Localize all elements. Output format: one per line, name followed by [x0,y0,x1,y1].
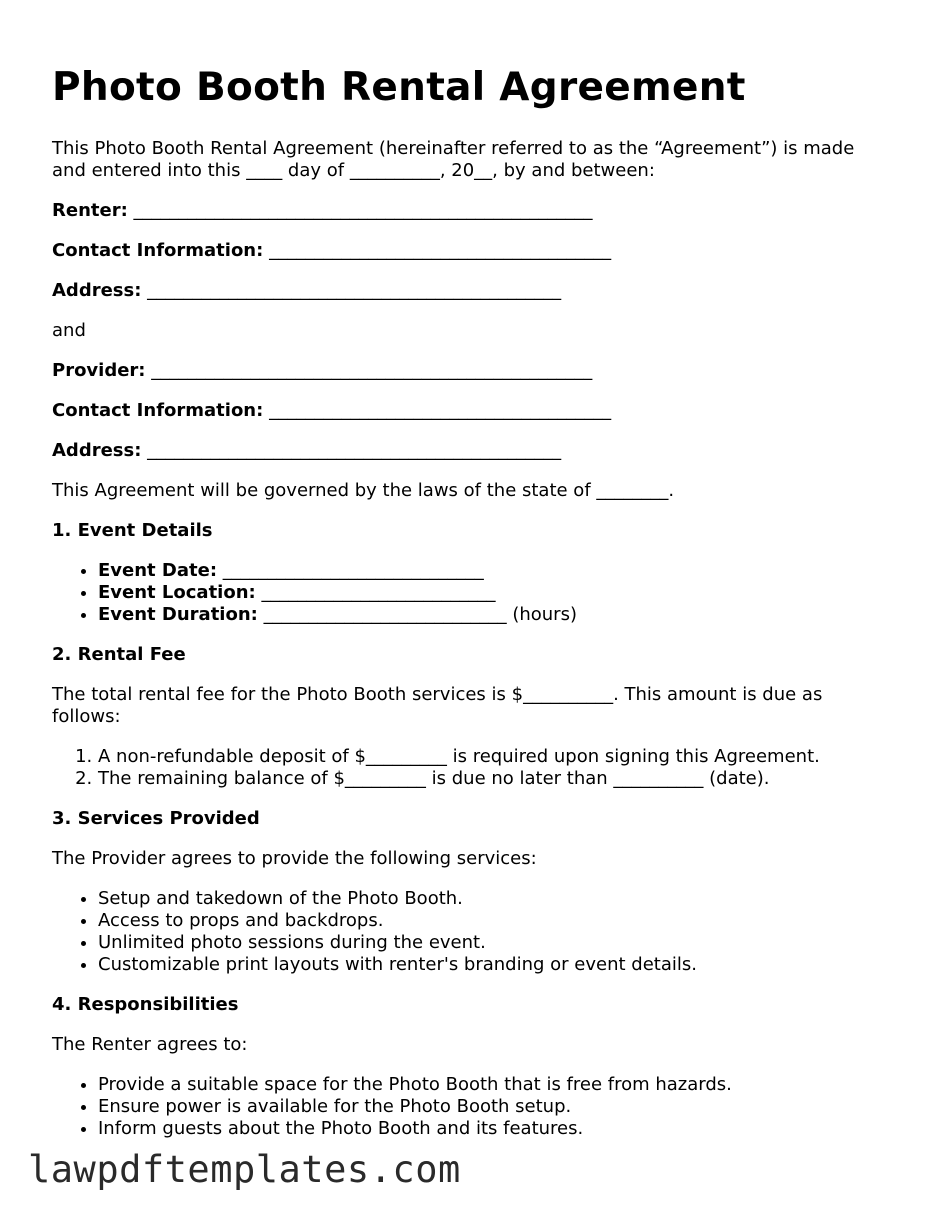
services-paragraph: The Provider agrees to provide the following services: [52,848,537,869]
list-item: • Unlimited photo sessions during the event. [98,932,892,954]
renter-contact-blank: ______________________________________ [269,240,612,261]
list-item: 2. The remaining balance of $_________ is due no later than __________ (date). [98,768,892,790]
section-heading-event-details: 1. Event Details [52,520,213,541]
list-item [98,560,892,582]
document-page [52,64,892,1158]
responsibilities-paragraph: The Renter agrees to: [52,1034,248,1055]
intro-paragraph: This Photo Booth Rental Agreement (hereinafter referred to as the “Agreement”) is made and entered into this ____ day of __________, 20__, by and between: [52,138,855,181]
event-date-blank: _____________________________ [222,560,484,581]
section-heading-rental-fee: 2. Rental Fee [52,644,186,665]
provider-address-blank: ______________________________________________ [147,440,562,461]
renter-address-label: Address: [52,280,142,301]
provider-contact-blank: ______________________________________ [269,400,612,421]
event-location-label: Event Location: [98,582,256,603]
renter-name-field [52,200,892,222]
list-item [98,604,892,626]
renter-contact-label: Contact Information: [52,240,264,261]
renter-contact-field [52,240,892,262]
page-title: Photo Booth Rental Agreement [52,65,746,110]
provider-name-field [52,360,892,382]
renter-name-label: Renter: [52,200,128,221]
event-details-list [52,560,892,626]
renter-address-field [52,280,892,302]
list-item: 1. A non-refundable deposit of $_________ is required upon signing this Agreement. [98,746,892,768]
list-item: • Setup and takedown of the Photo Booth. [98,888,892,910]
list-item: • Customizable print layouts with renter's branding or event details. [98,954,892,976]
renter-name-blank: ___________________________________________________ [133,200,593,221]
provider-contact-field [52,400,892,422]
provider-name-label: Provider: [52,360,146,381]
responsibilities-list [52,1074,892,1140]
event-location-blank: __________________________ [261,582,496,603]
section-heading-services: 3. Services Provided [52,808,260,829]
rental-fee-list [52,746,892,790]
provider-address-field [52,440,892,462]
list-item: • Provide a suitable space for the Photo Booth that is free from hazards. [98,1074,892,1096]
list-item: • Ensure power is available for the Photo Booth setup. [98,1096,892,1118]
event-date-label: Event Date: [98,560,218,581]
renter-address-blank: ______________________________________________ [147,280,562,301]
list-item: • Access to props and backdrops. [98,910,892,932]
list-item: • Inform guests about the Photo Booth and its features. [98,1118,892,1140]
rental-fee-paragraph: The total rental fee for the Photo Booth services is $__________. This amount is due as follows: [52,684,823,727]
watermark-text: lawpdftemplates.com [28,1148,461,1191]
event-duration-label: Event Duration: [98,604,258,625]
services-list [52,888,892,976]
event-duration-suffix: (hours) [512,604,577,625]
governing-law-paragraph: This Agreement will be governed by the laws of the state of ________. [52,480,675,501]
section-heading-responsibilities: 4. Responsibilities [52,994,239,1015]
provider-address-label: Address: [52,440,142,461]
provider-contact-label: Contact Information: [52,400,264,421]
provider-name-blank: _________________________________________________ [151,360,593,381]
and-text: and [52,320,86,341]
event-duration-blank: ___________________________ [263,604,507,625]
list-item [98,582,892,604]
